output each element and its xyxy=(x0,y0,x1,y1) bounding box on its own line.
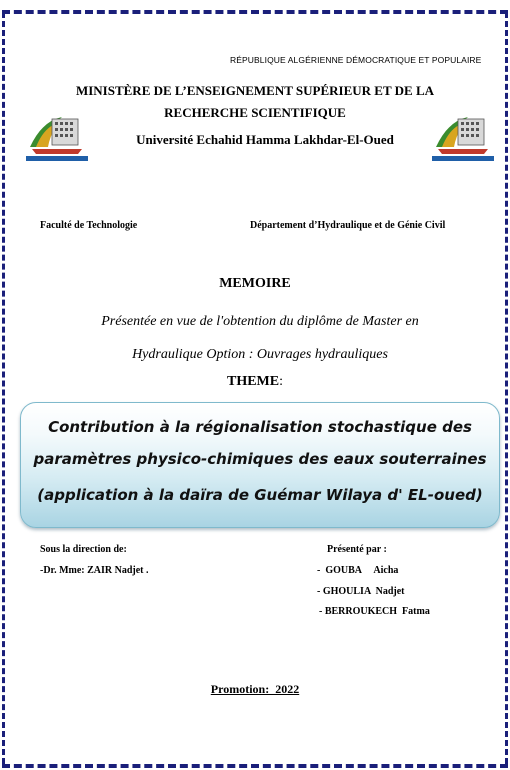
theme-heading xyxy=(0,374,510,390)
thesis-title xyxy=(21,411,499,511)
student-name: - BERROUKECH Fatma xyxy=(319,606,430,617)
faculty-name: Faculté de Technologie xyxy=(40,220,138,231)
supervisor-name: -Dr. Mme: ZAIR Nadjet . xyxy=(40,565,149,576)
ministry-heading xyxy=(55,80,455,124)
memoire-heading: MEMOIRE xyxy=(219,276,291,291)
ministry-line-2: RECHERCHE SCIENTIFIQUE xyxy=(164,105,346,120)
degree-subtitle xyxy=(40,305,480,371)
thesis-title-line-3: (application à la daïra de Guémar Wilaya d' EL-oued) xyxy=(37,486,483,504)
presented-by-label: Présenté par : xyxy=(327,544,387,555)
university-name: Université Echahid Hamma Lakhdar-El-Oued xyxy=(136,132,394,147)
supervision-label: Sous la direction de: xyxy=(40,544,127,555)
thesis-title-line-2: paramètres physico-chimiques des eaux souterraines xyxy=(33,450,487,468)
thesis-title-line-1: Contribution à la régionalisation stochastique des xyxy=(48,418,472,436)
student-name: - GHOULIA Nadjet xyxy=(317,586,405,597)
theme-label: THEME xyxy=(226,374,280,389)
university-logo-left xyxy=(22,107,92,165)
university-logo-right xyxy=(428,107,498,165)
student-name: - GOUBA Aicha xyxy=(317,565,399,576)
republic-heading: RÉPUBLIQUE ALGÉRIENNE DÉMOCRATIQUE ET POPULAIRE xyxy=(230,55,482,65)
department-name: Département d’Hydraulique et de Génie Civil xyxy=(250,220,446,231)
ministry-line-1: MINISTÈRE DE L’ENSEIGNEMENT SUPÉRIEUR ET DE LA xyxy=(75,83,435,98)
page-border-bottom xyxy=(2,764,508,768)
page-border-top xyxy=(2,10,508,14)
degree-subtitle-line-1: Présentée en vue de l'obtention du diplôme de Master en xyxy=(101,314,419,329)
promotion-year: Promotion: 2022 xyxy=(210,682,300,696)
degree-subtitle-line-2: Hydraulique Option : Ouvrages hydrauliques xyxy=(132,347,388,362)
theme-title-box xyxy=(20,402,500,528)
theme-colon: : xyxy=(279,374,283,389)
